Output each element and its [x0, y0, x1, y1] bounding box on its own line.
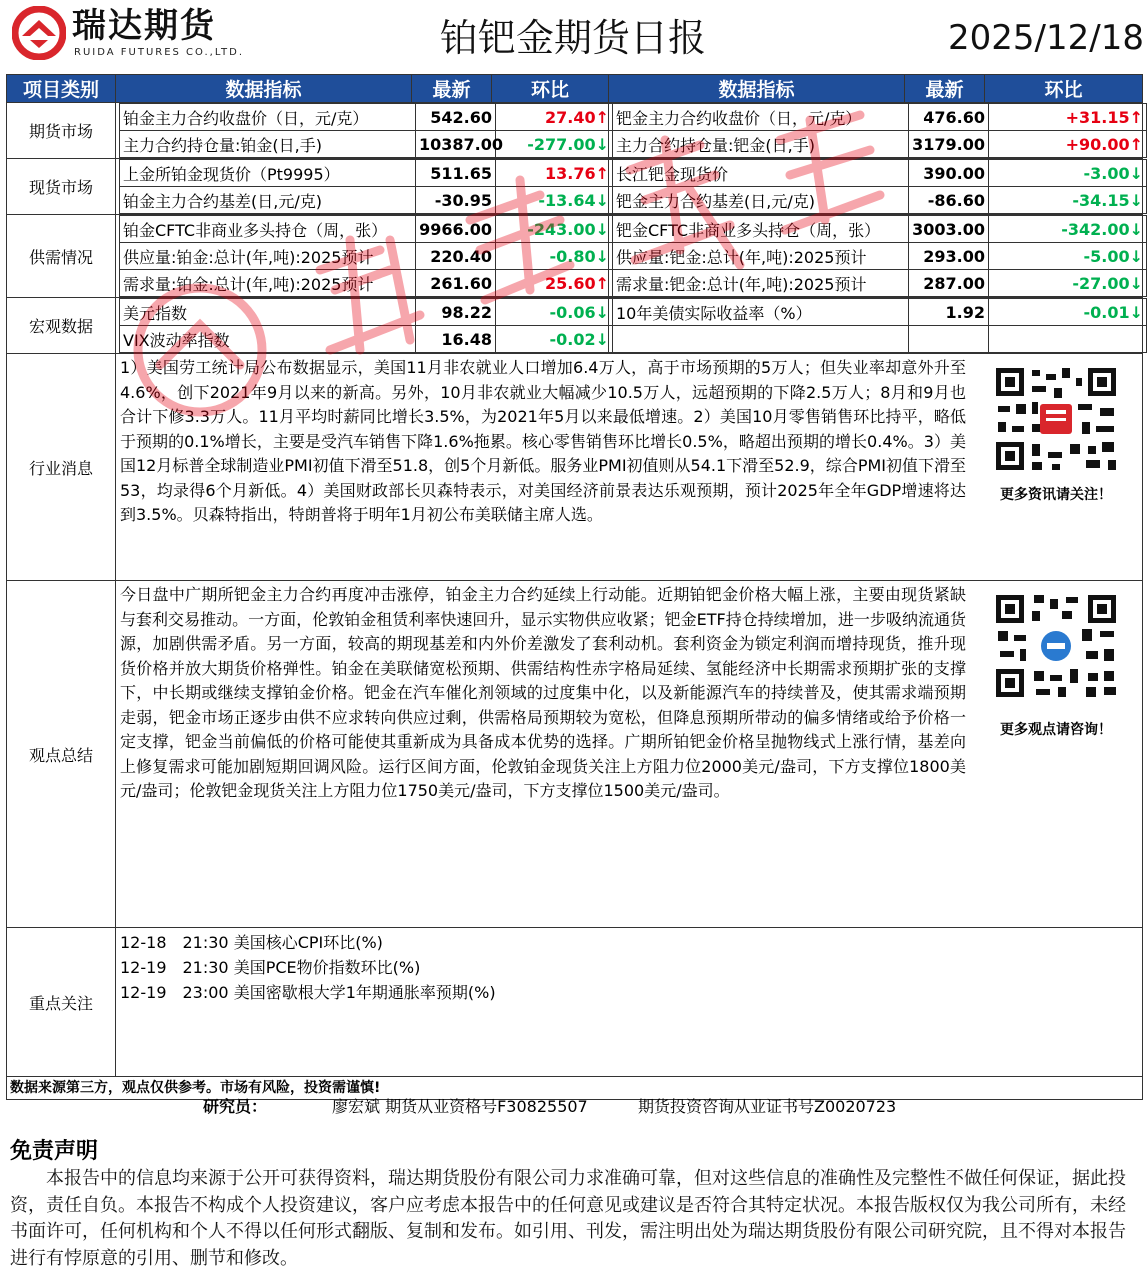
news-row — [7, 354, 1143, 581]
change-value: -3.00↓ — [989, 160, 1147, 187]
indicator-name: 上金所铂金现货价（Pt9995） — [120, 160, 416, 187]
category-label: 现货市场 — [7, 159, 116, 215]
latest-value: 3003.00 — [909, 216, 989, 243]
change-value: -0.06↓ — [496, 299, 613, 326]
indicator-name: 钯金主力合约基差(日,元/克) — [613, 187, 909, 214]
change-value: -13.64↓ — [496, 187, 613, 214]
qr-code-icon — [992, 364, 1120, 474]
left-indicator-block — [116, 298, 609, 354]
change-value: -0.02↓ — [496, 326, 613, 353]
category-label: 期货市场 — [7, 103, 116, 159]
table-row — [613, 270, 1147, 297]
right-indicator-block — [609, 215, 1143, 298]
category-label: 观点总结 — [7, 581, 116, 928]
list-item: 12-19 23:00 美国密歇根大学1年期通胀率预期(%) — [120, 983, 496, 1002]
indicator-name: 10年美债实际收益率（%） — [613, 299, 909, 326]
latest-value: 261.60 — [416, 270, 496, 297]
indicator-name: 美元指数 — [120, 299, 416, 326]
logo-english-text: RUIDA FUTURES CO.,LTD. — [74, 47, 245, 58]
table-row — [120, 326, 613, 353]
latest-value: 98.22 — [416, 299, 496, 326]
table-header-row — [7, 75, 1143, 103]
section-row — [7, 103, 1143, 159]
disclaimer-title: 免责声明 — [10, 1139, 99, 1164]
daily-report-table — [6, 74, 1143, 1100]
latest-value: 293.00 — [909, 243, 989, 270]
researcher-cert: 期货投资咨询从业证书号Z0020723 — [638, 1097, 897, 1116]
change-value: 25.60↑ — [496, 270, 613, 297]
table-row — [120, 160, 613, 187]
category-label: 重点关注 — [7, 928, 116, 1077]
table-row — [613, 243, 1147, 270]
latest-value: -30.95 — [416, 187, 496, 214]
header-latest-left: 最新 — [412, 75, 492, 103]
indicator-name: 供应量:钯金:总计(年,吨):2025预计 — [613, 243, 909, 270]
summary-cell — [116, 581, 1143, 928]
change-value: -34.15↓ — [989, 187, 1147, 214]
right-indicator-block — [609, 103, 1143, 159]
latest-value: 476.60 — [909, 104, 989, 131]
header-indicator-right: 数据指标 — [609, 75, 905, 103]
news-cell — [116, 354, 1143, 581]
latest-value: 511.65 — [416, 160, 496, 187]
change-value: +31.15↑ — [989, 104, 1147, 131]
indicator-name: 钯金CFTC非商业多头持仓（周，张） — [613, 216, 909, 243]
researcher-label: 研究员： — [203, 1097, 268, 1116]
section-row — [7, 215, 1143, 298]
indicator-name: 主力合约持仓量:钯金(日,手) — [613, 131, 909, 158]
table-row — [613, 160, 1147, 187]
header-category: 项目类别 — [7, 75, 116, 103]
table-row — [120, 243, 613, 270]
left-indicator-block — [116, 215, 609, 298]
change-value: 13.76↑ — [496, 160, 613, 187]
change-value: -27.00↓ — [989, 270, 1147, 297]
indicator-name — [613, 326, 909, 353]
focus-list — [116, 928, 1142, 1007]
ruida-logo-icon — [12, 6, 66, 60]
change-value: -0.01↓ — [989, 299, 1147, 326]
change-value: -342.00↓ — [989, 216, 1147, 243]
latest-value: 9966.00 — [416, 216, 496, 243]
focus-row — [7, 928, 1143, 1077]
table-row — [120, 216, 613, 243]
header-change-right: 环比 — [985, 75, 1143, 103]
disclaimer-body: 本报告中的信息均来源于公开可获得资料，瑞达期货股份有限公司力求准确可靠，但对这些信息的准确性及完整性不做任何保证，据此投资，责任自负。本报告不构成个人投资建议，客户应考虑本报告中的任何意见或建议是否符合其特定状况。本报告版权仅为我公司所有，未经书面许可，任何机构和个人不得以任何形式翻版、复制和发布。如引用、刊发，需注明出处为瑞达期货股份有限公司研究院，且不得对本报告进行有悖原意的引用、删节和修改。 — [10, 1168, 1126, 1269]
table-row — [613, 326, 1147, 353]
category-label: 行业消息 — [7, 354, 116, 581]
latest-value: 220.40 — [416, 243, 496, 270]
latest-value: 10387.00 — [416, 131, 496, 158]
right-indicator-block — [609, 159, 1143, 215]
indicator-name: 需求量:铂金:总计(年,吨):2025预计 — [120, 270, 416, 297]
latest-value: 542.60 — [416, 104, 496, 131]
category-label: 宏观数据 — [7, 298, 116, 354]
latest-value — [909, 326, 989, 353]
change-value: +90.00↑ — [989, 131, 1147, 158]
indicator-name: 长江钯金现货价 — [613, 160, 909, 187]
latest-value: 287.00 — [909, 270, 989, 297]
logo-text: 瑞达期货 — [72, 6, 216, 46]
indicator-name: 铂金CFTC非商业多头持仓（周，张） — [120, 216, 416, 243]
list-item: 12-18 21:30 美国核心CPI环比(%) — [120, 933, 383, 952]
table-row — [120, 187, 613, 214]
report-date: 2025/12/18 — [948, 18, 1144, 58]
indicator-name: 铂金主力合约收盘价（日，元/克） — [120, 104, 416, 131]
change-value: -243.00↓ — [496, 216, 613, 243]
section-row — [7, 298, 1143, 354]
qr-code-icon — [992, 591, 1120, 701]
header-change-left: 环比 — [492, 75, 609, 103]
category-label: 供需情况 — [7, 215, 116, 298]
page-title: 铂钯金期货日报 — [440, 16, 707, 60]
right-indicator-block — [609, 298, 1143, 354]
focus-cell — [116, 928, 1143, 1077]
table-row — [613, 299, 1147, 326]
table-row — [120, 270, 613, 297]
left-indicator-block — [116, 159, 609, 215]
latest-value: 3179.00 — [909, 131, 989, 158]
latest-value: 16.48 — [416, 326, 496, 353]
latest-value: 390.00 — [909, 160, 989, 187]
table-row — [613, 104, 1147, 131]
left-indicator-block — [116, 103, 609, 159]
researcher-name: 廖宏斌 期货从业资格号F30825507 — [332, 1097, 588, 1116]
summary-text: 今日盘中广期所钯金主力合约再度冲击涨停，铂金主力合约延续上行动能。近期铂钯金价格大幅上涨，主要由现货紧缺与套利交易推动。一方面，伦敦铂金租赁利率快速回升，显示实物供应收紧；钯金ETF持仓持续增加，进一步吸纳流通货源，加剧供需矛盾。另一方面，较高的期现基差和内外价差激发了套利动机。套利资金为锁定利润而增持现货，推升现货价格并放大期货价格弹性。铂金在美联储宽松预期、供需结构性赤字格局延续、氢能经济中长期需求预期扩张的支撑下，中长期或继续支撑铂金价格。钯金在汽车催化剂领域的过度集中化，以及新能源汽车的持续普及，使其需求端预期走弱，钯金市场正逐步由供不应求转向供应过剩，供需格局预期较为宽松，但降息预期所带动的偏多情绪或给予价格一定支撑，钯金当前偏低的价格可能使其重新成为具备成本优势的选择。广期所铂钯金价格呈抛物线式上涨行情，基差向上修复需求可能加剧短期回调风险。运行区间方面，伦敦铂金现货关注上方阻力位2000美元/盎司，下方支撑位1800美元/盎司；伦敦钯金现货关注上方阻力位1750美元/盎司，下方支撑位1500美元/盎司。 — [120, 585, 966, 800]
header-indicator-left: 数据指标 — [116, 75, 412, 103]
table-row — [613, 187, 1147, 214]
table-row — [120, 299, 613, 326]
change-value: -0.80↓ — [496, 243, 613, 270]
latest-value: 1.92 — [909, 299, 989, 326]
table-row — [120, 104, 613, 131]
change-value: -5.00↓ — [989, 243, 1147, 270]
indicator-name: 主力合约持仓量:铂金(日,手) — [120, 131, 416, 158]
indicator-name: 需求量:钯金:总计(年,吨):2025预计 — [613, 270, 909, 297]
change-value: -277.00↓ — [496, 131, 613, 158]
indicator-name: 铂金主力合约基差(日,元/克) — [120, 187, 416, 214]
latest-value: -86.60 — [909, 187, 989, 214]
researcher-line — [0, 1092, 1147, 1118]
qr-caption: 更多资讯请关注！ — [1000, 487, 1112, 503]
table-row — [613, 216, 1147, 243]
section-row — [7, 159, 1143, 215]
summary-row — [7, 581, 1143, 928]
change-value: 27.40↑ — [496, 104, 613, 131]
data-sections — [7, 103, 1143, 354]
indicator-name: 钯金主力合约收盘价（日，元/克） — [613, 104, 909, 131]
news-text: 1）美国劳工统计局公布数据显示，美国11月非农就业人口增加6.4万人，高于市场预期的5万人；但失业率却意外升至4.6%，创下2021年9月以来的新高。另外，10月非农就业大幅减少10.5万人，远超预期的下降2.5万人；8月和9月也合计下修3.3万人。11月平均时薪同比增长3.5%，为2021年5月以来最低增速。2）美国10月零售销售环比持平，略低于预期的0.1%增长，主要是受汽车销售下降1.6%拖累。核心零售销售环比增长0.5%，略超出预期的增长0.4%。3）美国12月标普全球制造业PMI初值下滑至51.8，创5个月新低。服务业PMI初值则从54.1下滑至52.9，综合PMI初值下滑至53，均录得6个月新低。4）美国财政部长贝森特表示，对美国经济前景表达乐观预期，预计2025年全年GDP增速将达到3.5%。贝森特指出，特朗普将于明年1月初公布美联储主席人选。 — [120, 358, 966, 524]
qr-caption: 更多观点请咨询！ — [1000, 722, 1112, 738]
risk-footnote: 数据来源第三方，观点仅供参考。市场有风险，投资需谨慎! — [7, 1077, 1143, 1100]
table-row — [120, 131, 613, 158]
table-row — [613, 131, 1147, 158]
list-item: 12-19 21:30 美国PCE物价指数环比(%) — [120, 958, 421, 977]
indicator-name: 供应量:铂金:总计(年,吨):2025预计 — [120, 243, 416, 270]
change-value — [989, 326, 1147, 353]
indicator-name: VIX波动率指数 — [120, 326, 416, 353]
header-latest-right: 最新 — [905, 75, 985, 103]
report-header — [0, 0, 1147, 72]
